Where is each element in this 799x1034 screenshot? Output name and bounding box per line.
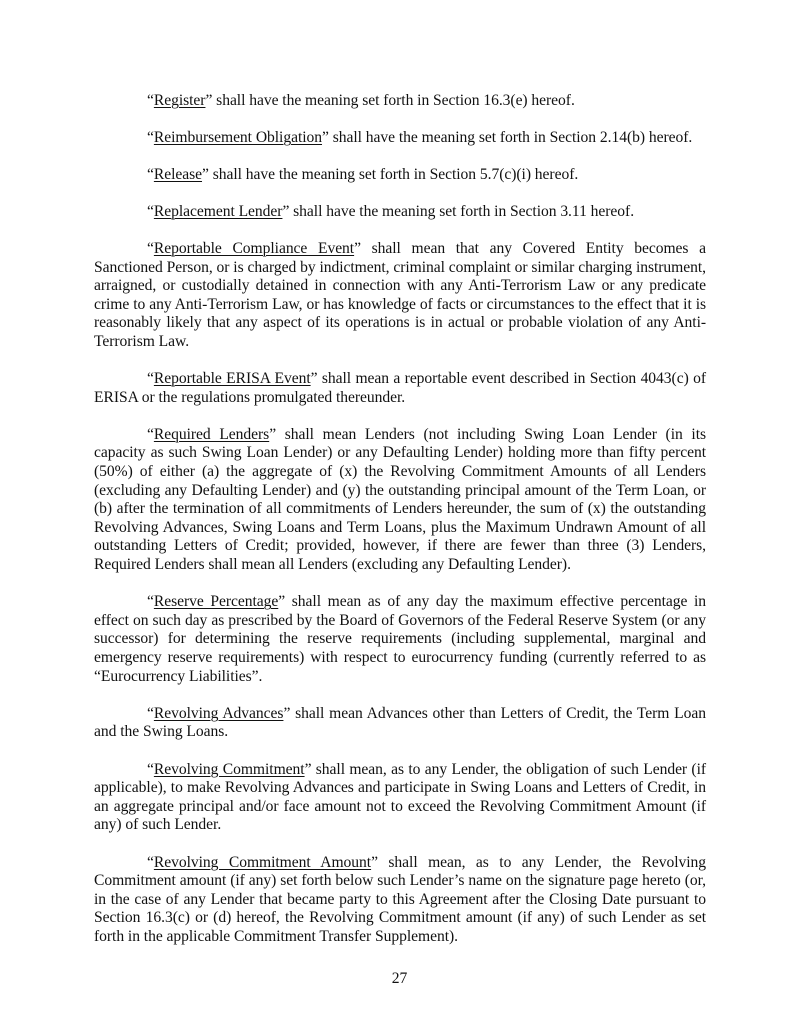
open-quote: “	[147, 760, 154, 778]
definition-text: ” shall have the meaning set forth in Section 3.11 hereof.	[282, 202, 635, 220]
definition-text: ” shall mean as of any day the maximum effective percentage in effect on such day as prescribed by the Board of Governors of the Federal Reserve System (or any successor) for determining the reserve requirements (including supplemental, marginal and emergency reserve requirements) with respect to eurocurrency funding (currently referred to as “Eurocurrency Liabilities”.	[94, 593, 706, 685]
definition-register	[94, 92, 706, 111]
defined-term: Replacement Lender	[153, 202, 283, 220]
definition-text: ” shall have the meaning set forth in Section 5.7(c)(i) hereof.	[202, 165, 579, 183]
definition-text: ” shall mean Lenders (not including Swing Loan Lender (in its capacity as such Swing Loan Lender) or any Defaulting Lender) holding more than fifty percent (50%) of either (a) the aggregate of (x) the Revolving Commitment Amounts of all Lenders (excluding any Defaulting Lender) and (y) the outstanding principal amount of the Term Loan, or (b) after the termination of all commitments of Lenders hereunder, the sum of (x) the outstanding Revolving Advances, Swing Loans and Term Loans, plus the Maximum Undrawn Amount of all outstanding Letters of Credit; provided, however, if there are fewer than three (3) Lenders, Required Lenders shall mean all Lenders (excluding any Defaulting Lender).	[94, 425, 707, 574]
defined-term: Reserve Percentage	[153, 593, 279, 611]
definition-reimbursement-obligation	[94, 129, 706, 148]
open-quote: “	[147, 370, 154, 388]
open-quote: “	[147, 92, 154, 109]
defined-term: Required Lenders	[153, 425, 270, 443]
definition-revolving-commitment	[94, 761, 706, 835]
defined-term: Register	[153, 92, 206, 109]
definition-text: ” shall mean Advances other than Letters of Credit, the Term Loan and the Swing Loans.	[94, 704, 706, 741]
open-quote: “	[147, 593, 154, 611]
defined-term: Revolving Commitment Amount	[153, 853, 372, 871]
open-quote: “	[147, 128, 154, 146]
definition-reportable-erisa-event	[94, 370, 706, 407]
defined-term: Reportable ERISA Event	[153, 370, 311, 388]
definition-reserve-percentage	[94, 593, 706, 686]
definition-replacement-lender	[94, 203, 706, 222]
page-number: 27	[391, 970, 408, 987]
definition-reportable-compliance-event	[94, 240, 706, 352]
defined-term: Revolving Commitment	[153, 760, 305, 778]
open-quote: “	[147, 239, 154, 257]
defined-term: Revolving Advances	[153, 704, 284, 722]
definition-revolving-commitment-amount	[94, 854, 706, 947]
open-quote: “	[147, 704, 154, 722]
definition-text: ” shall mean, as to any Lender, the Revolving Commitment amount (if any) set forth below such Lender’s name on the signature page hereto (or, in the case of any Lender that became party to this Agreement after the Closing Date pursuant to Section 16.3(c) or (d) hereof, the Revolving Commitment amount (if any) of such Lender as set forth in the applicable Commitment Transfer Supplement).	[94, 853, 707, 945]
definition-text: ” shall have the meaning set forth in Section 16.3(e) hereof.	[205, 92, 575, 109]
open-quote: “	[147, 425, 154, 443]
document-page	[94, 92, 706, 965]
definition-text: ” shall mean, as to any Lender, the obligation of such Lender (if applicable), to make Revolving Advances and participate in Swing Loans and Letters of Credit, in an aggregate principal and/or face amount not to exceed the Revolving Commitment Amount (if any) of such Lender.	[94, 760, 707, 834]
defined-term: Reimbursement Obligation	[153, 128, 323, 146]
open-quote: “	[147, 165, 154, 183]
definition-required-lenders	[94, 426, 706, 575]
open-quote: “	[147, 202, 154, 220]
definition-text: ” shall have the meaning set forth in Section 2.14(b) hereof.	[322, 128, 693, 146]
open-quote: “	[147, 853, 154, 871]
defined-term: Reportable Compliance Event	[153, 239, 355, 257]
definition-text: ” shall mean a reportable event described in Section 4043(c) of ERISA or the regulations promulgated thereunder.	[94, 370, 706, 406]
definition-revolving-advances	[94, 705, 706, 742]
defined-term: Release	[153, 165, 203, 183]
definition-release	[94, 166, 706, 185]
definition-text: ” shall mean that any Covered Entity becomes a Sanctioned Person, or is charged by indictment, criminal complaint or similar charging instrument, arraigned, or custodially detained in connection with any Anti-Terrorism Law or any predicate crime to any Anti-Terrorism Law, or has knowledge of facts or circumstances to the effect that it is reasonably likely that any aspect of its operations is in actual or probable violation of any Anti-Terrorism Law.	[94, 239, 706, 350]
